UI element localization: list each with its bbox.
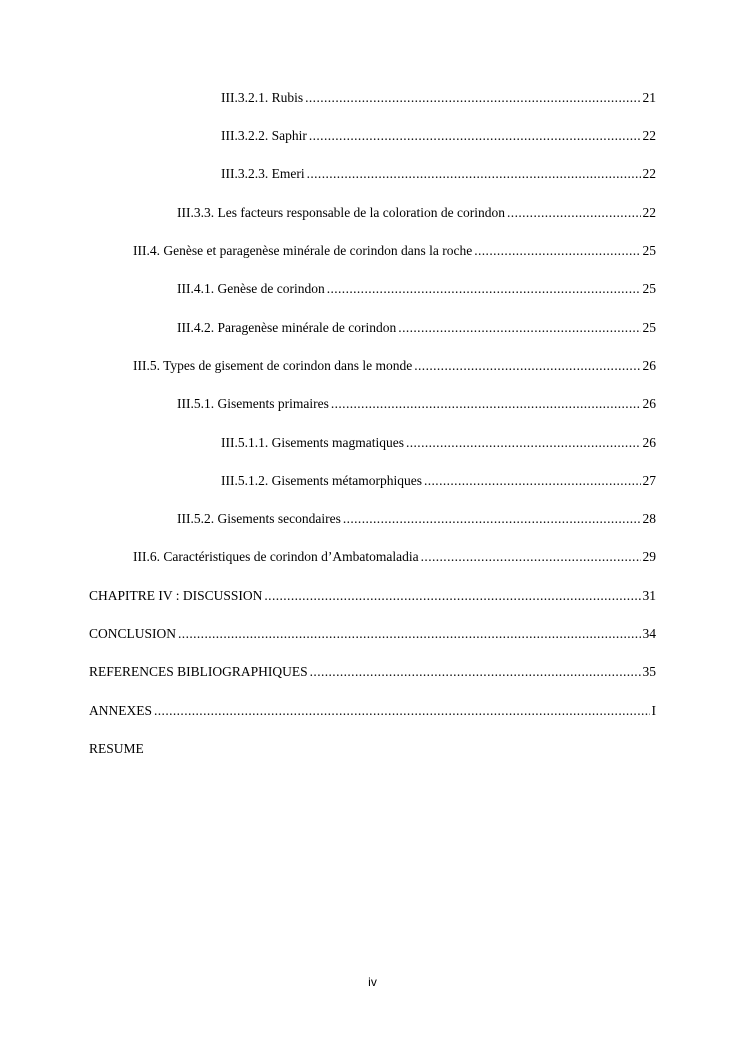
toc-entry[interactable] — [89, 586, 656, 606]
toc-dot-leader — [406, 433, 641, 453]
toc-entry-page: 26 — [642, 358, 656, 373]
toc-entry-page: 25 — [642, 320, 656, 335]
toc-entry[interactable] — [177, 279, 656, 299]
toc-entry-page: 27 — [642, 473, 656, 488]
toc-entry[interactable] — [221, 471, 656, 491]
toc-entry[interactable] — [177, 203, 656, 223]
toc-dot-leader — [414, 356, 640, 376]
toc-entry-title: III.4.2. Paragenèse minérale de corindon — [177, 320, 397, 335]
toc-dot-leader — [154, 701, 650, 721]
toc-dot-leader — [264, 586, 640, 606]
toc-entry[interactable] — [133, 241, 656, 261]
toc-entry[interactable] — [221, 88, 656, 108]
toc-entry-page: 28 — [642, 511, 656, 526]
toc-entry[interactable] — [221, 126, 656, 146]
toc-dot-leader — [307, 164, 641, 184]
toc-entry-title: CONCLUSION — [89, 626, 177, 641]
toc-entry-page: 26 — [642, 435, 656, 450]
toc-entry[interactable] — [89, 739, 656, 759]
toc-entry-title: ANNEXES — [89, 703, 152, 718]
toc-entry[interactable] — [177, 509, 656, 529]
toc-dot-leader — [331, 394, 641, 414]
toc-entry[interactable] — [221, 164, 656, 184]
toc-entry-page: 25 — [642, 281, 656, 296]
toc-entry[interactable] — [89, 701, 656, 721]
toc-entry-title: III.5.1. Gisements primaires — [177, 396, 329, 411]
toc-entry-page: 22 — [642, 166, 656, 181]
toc-entry-page: 25 — [642, 243, 656, 258]
toc-entry-page: I — [651, 703, 656, 718]
toc-entry[interactable] — [89, 624, 656, 644]
toc-dot-leader — [178, 624, 640, 644]
toc-entry-page: 26 — [642, 396, 656, 411]
toc-entry[interactable] — [133, 356, 656, 376]
toc-entry-page: 34 — [642, 626, 656, 641]
toc-dot-leader — [305, 88, 640, 108]
toc-entry[interactable] — [177, 394, 656, 414]
page-number: iv — [368, 975, 377, 989]
toc-entry-page: 22 — [642, 128, 656, 143]
toc-entry[interactable] — [221, 433, 656, 453]
toc-dot-leader — [398, 318, 640, 338]
toc-entry-title: CHAPITRE IV : DISCUSSION — [89, 588, 263, 603]
toc-dot-leader — [310, 662, 641, 682]
toc-entry-title: III.6. Caractéristiques de corindon d’Ambatomaladia — [133, 549, 419, 564]
toc-entry-page: 22 — [642, 205, 656, 220]
toc-entry[interactable] — [89, 662, 656, 682]
toc-entry-title: III.4.1. Genèse de corindon — [177, 281, 325, 296]
toc-dot-leader — [507, 203, 640, 223]
toc-entry-page: 21 — [642, 90, 656, 105]
toc-entry-page: 31 — [642, 588, 656, 603]
toc-dot-leader — [474, 241, 640, 261]
toc-entry-page: 29 — [642, 549, 656, 564]
toc-entry-title: III.3.2.3. Emeri — [221, 166, 305, 181]
toc-entry[interactable] — [133, 547, 656, 567]
toc-dot-leader — [309, 126, 641, 146]
toc-dot-leader — [424, 471, 641, 491]
toc-entry-title: III.4. Genèse et paragenèse minérale de corindon dans la roche — [133, 243, 473, 258]
toc-dot-leader — [343, 509, 641, 529]
toc-dot-leader — [327, 279, 641, 299]
toc-dot-leader — [421, 547, 641, 567]
toc-entry-title: III.5.1.1. Gisements magmatiques — [221, 435, 404, 450]
toc-entry-page: 35 — [642, 664, 656, 679]
toc-entry-title: REFERENCES BIBLIOGRAPHIQUES — [89, 664, 308, 679]
toc-entry-title: III.3.2.2. Saphir — [221, 128, 307, 143]
toc-entry-title: RESUME — [89, 741, 144, 756]
toc-entry-title: III.5.1.2. Gisements métamorphiques — [221, 473, 422, 488]
toc-entry[interactable] — [177, 318, 656, 338]
toc-entry-title: III.5. Types de gisement de corindon dans le monde — [133, 358, 413, 373]
toc-entry-title: III.5.2. Gisements secondaires — [177, 511, 341, 526]
toc-entry-title: III.3.2.1. Rubis — [221, 90, 304, 105]
toc-entry-title: III.3.3. Les facteurs responsable de la coloration de corindon — [177, 205, 506, 220]
